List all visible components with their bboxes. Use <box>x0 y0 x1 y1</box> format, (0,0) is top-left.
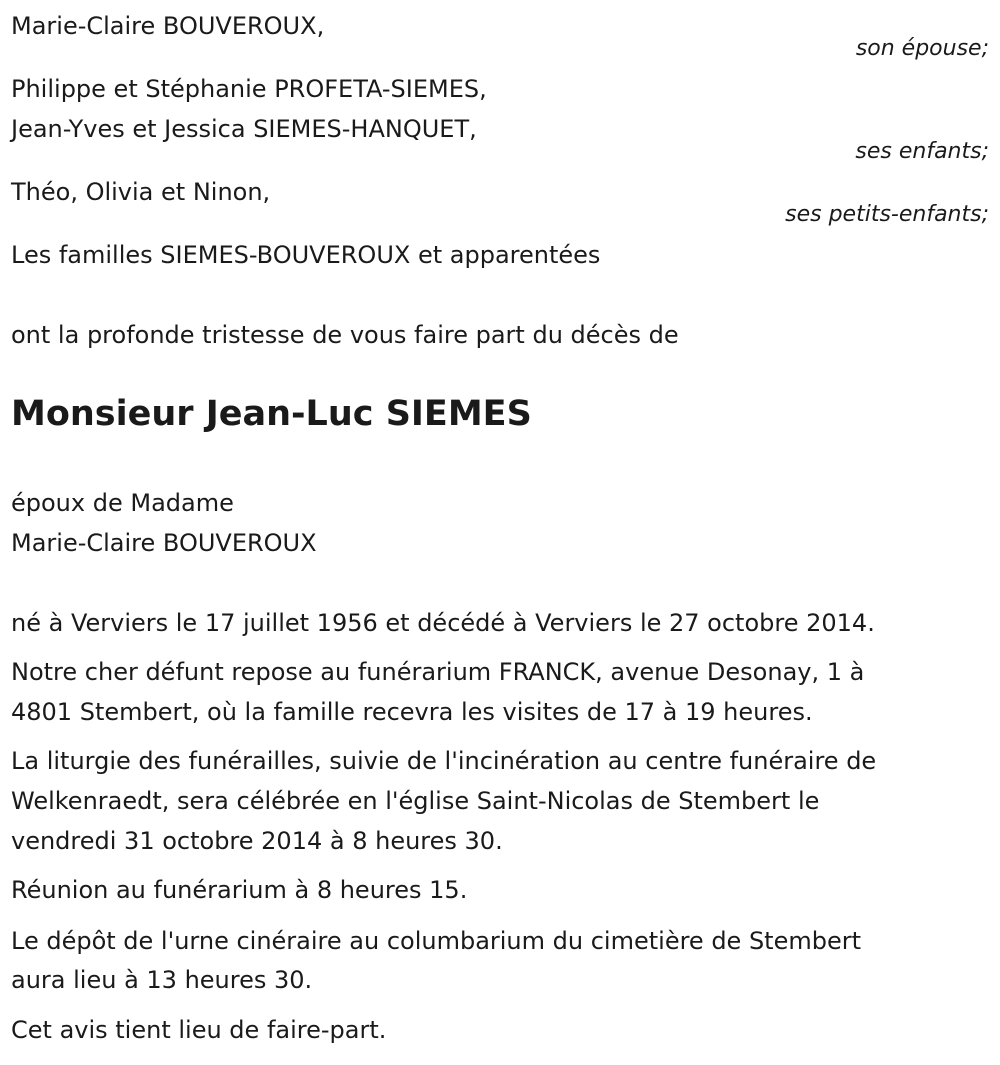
deceased-name: Monsieur Jean-Luc SIEMES <box>11 394 532 434</box>
spouse-of-line-1: époux de Madame <box>11 489 234 517</box>
spouse-name: Marie-Claire BOUVEROUX, <box>11 12 325 40</box>
grandchildren-role: ses petits-enfants; <box>785 202 989 227</box>
announcement-text: ont la profonde tristesse de vous faire part du décès de <box>11 321 679 349</box>
liturgy-line-1: La liturgie des funérailles, suivie de l'incinération au centre funéraire de <box>11 747 877 775</box>
urn-line-2: aura lieu à 13 heures 30. <box>11 966 313 994</box>
repose-line-2: 4801 Stembert, où la famille recevra les visites de 17 à 19 heures. <box>11 698 813 726</box>
liturgy-line-2: Welkenraedt, sera célébrée en l'église Saint-Nicolas de Stembert le <box>11 787 820 815</box>
children-role: ses enfants; <box>855 139 989 164</box>
closing-line: Cet avis tient lieu de faire-part. <box>11 1016 387 1044</box>
urn-line-1: Le dépôt de l'urne cinéraire au columbarium du cimetière de Stembert <box>11 927 862 955</box>
grandchildren: Théo, Olivia et Ninon, <box>11 178 271 206</box>
families-line: Les familles SIEMES-BOUVEROUX et apparentées <box>11 241 601 269</box>
liturgy-line-3: vendredi 31 octobre 2014 à 8 heures 30. <box>11 827 503 855</box>
child-1: Philippe et Stéphanie PROFETA-SIEMES, <box>11 75 487 103</box>
repose-line-1: Notre cher défunt repose au funérarium FRANCK, avenue Desonay, 1 à <box>11 658 865 686</box>
spouse-role: son épouse; <box>855 36 989 61</box>
birth-death-line: né à Verviers le 17 juillet 1956 et décédé à Verviers le 27 octobre 2014. <box>11 609 875 637</box>
spouse-of-line-2: Marie-Claire BOUVEROUX <box>11 529 317 557</box>
meeting-line: Réunion au funérarium à 8 heures 15. <box>11 876 468 904</box>
child-2: Jean-Yves et Jessica SIEMES-HANQUET, <box>11 115 477 143</box>
